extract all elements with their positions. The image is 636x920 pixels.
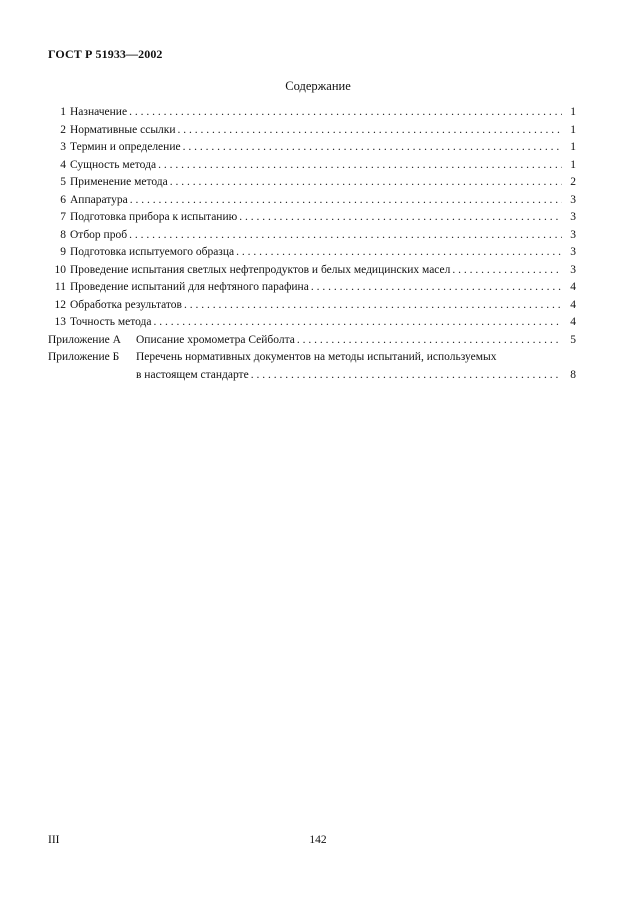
toc-entry-9[interactable] bbox=[48, 244, 576, 262]
toc-entry-page: 4 bbox=[570, 316, 576, 328]
dot-leader bbox=[178, 122, 562, 140]
toc-entry-4[interactable] bbox=[48, 157, 576, 175]
toc-entry-label: Подготовка прибора к испытанию bbox=[70, 211, 238, 223]
appendix-prefix: Приложение А bbox=[48, 333, 121, 346]
dot-leader bbox=[297, 332, 562, 350]
toc-entry-label: Термин и определение bbox=[70, 141, 181, 153]
toc-entry-6[interactable] bbox=[48, 192, 576, 210]
appendix-page: 8 bbox=[570, 368, 576, 381]
toc-entry-number: 10 bbox=[54, 263, 66, 276]
toc-entry-10[interactable] bbox=[48, 262, 576, 280]
toc-appendix-a[interactable] bbox=[48, 332, 576, 350]
toc-entry-label: Применение метода bbox=[70, 176, 168, 188]
toc-entry-label: Точность метода bbox=[70, 316, 152, 328]
toc-appendix-b-continued[interactable] bbox=[48, 367, 576, 385]
toc-entry-label: Обработка результатов bbox=[70, 298, 182, 311]
toc-entry-number: 2 bbox=[60, 123, 66, 136]
toc-entry-label: Нормативные ссылки bbox=[70, 123, 176, 136]
dot-leader bbox=[183, 139, 562, 157]
toc-entry-page: 1 bbox=[570, 123, 576, 136]
appendix-page: 5 bbox=[570, 333, 576, 346]
toc-entry-3[interactable] bbox=[48, 139, 576, 157]
toc-entry-12[interactable] bbox=[48, 297, 576, 315]
toc-entry-13[interactable] bbox=[48, 314, 576, 332]
dot-leader bbox=[311, 279, 562, 297]
toc-entry-label: Проведение испытаний для нефтяного парафина bbox=[70, 281, 309, 293]
toc-entry-label: Проведение испытания светлых нефтепродуктов и белых медицинских масел bbox=[70, 263, 451, 276]
toc-title: Содержание bbox=[285, 79, 351, 93]
toc-entry-label: Сущность метода bbox=[70, 158, 157, 171]
toc-entry-number: 4 bbox=[60, 158, 66, 171]
toc-entry-number: 13 bbox=[54, 316, 66, 328]
toc-entry-2[interactable] bbox=[48, 122, 576, 140]
toc-entry-label: Подготовка испытуемого образца bbox=[70, 246, 235, 258]
toc-entry-number: 8 bbox=[60, 228, 66, 241]
toc-entry-number: 12 bbox=[54, 298, 66, 311]
toc-entry-label: Назначение bbox=[70, 106, 128, 118]
dot-leader bbox=[158, 157, 562, 175]
toc-entry-page: 3 bbox=[570, 211, 576, 223]
toc-entry-page: 1 bbox=[570, 158, 576, 171]
toc-entry-page: 3 bbox=[570, 263, 576, 276]
dot-leader bbox=[153, 314, 562, 332]
appendix-label-line1: Перечень нормативных документов на методы испытаний, используемых bbox=[136, 351, 497, 363]
toc-entry-page: 4 bbox=[570, 281, 576, 293]
toc-entry-1[interactable] bbox=[48, 104, 576, 122]
toc-entry-label: Аппаратура bbox=[70, 193, 128, 206]
dot-leader bbox=[129, 227, 562, 245]
page-number: 142 bbox=[309, 834, 327, 846]
dot-leader bbox=[184, 297, 562, 315]
toc-entry-number: 1 bbox=[60, 106, 66, 118]
toc-entry-label: Отбор проб bbox=[70, 228, 128, 241]
dot-leader bbox=[129, 104, 562, 122]
dot-leader bbox=[251, 367, 562, 385]
toc-entry-11[interactable] bbox=[48, 279, 576, 297]
toc-entry-number: 3 bbox=[60, 141, 66, 153]
toc-entry-page: 2 bbox=[570, 176, 576, 188]
standard-code: ГОСТ Р 51933—2002 bbox=[48, 47, 163, 61]
roman-page-number: III bbox=[48, 834, 60, 846]
toc-entry-page: 1 bbox=[570, 141, 576, 153]
dot-leader bbox=[236, 244, 562, 262]
appendix-label-line2: в настоящем стандарте bbox=[136, 368, 249, 381]
toc-entry-page: 1 bbox=[570, 106, 576, 118]
toc-entry-page: 4 bbox=[570, 298, 576, 311]
table-of-contents bbox=[48, 104, 576, 384]
dot-leader bbox=[452, 262, 562, 280]
appendix-prefix: Приложение Б bbox=[48, 351, 120, 363]
toc-entry-number: 6 bbox=[60, 193, 66, 206]
toc-entry-7[interactable] bbox=[48, 209, 576, 227]
toc-entry-number: 11 bbox=[54, 281, 66, 293]
toc-entry-5[interactable] bbox=[48, 174, 576, 192]
toc-entry-page: 3 bbox=[570, 246, 576, 258]
toc-entry-number: 5 bbox=[60, 176, 66, 188]
appendix-label: Описание хромометра Сейболта bbox=[136, 333, 295, 346]
dot-leader bbox=[130, 192, 562, 210]
toc-entry-8[interactable] bbox=[48, 227, 576, 245]
toc-entry-number: 7 bbox=[60, 211, 66, 223]
dot-leader bbox=[170, 174, 562, 192]
dot-leader bbox=[239, 209, 562, 227]
toc-entry-number: 9 bbox=[60, 246, 66, 258]
toc-entry-page: 3 bbox=[570, 193, 576, 206]
toc-appendix-b[interactable] bbox=[48, 349, 576, 367]
toc-entry-page: 3 bbox=[570, 228, 576, 241]
